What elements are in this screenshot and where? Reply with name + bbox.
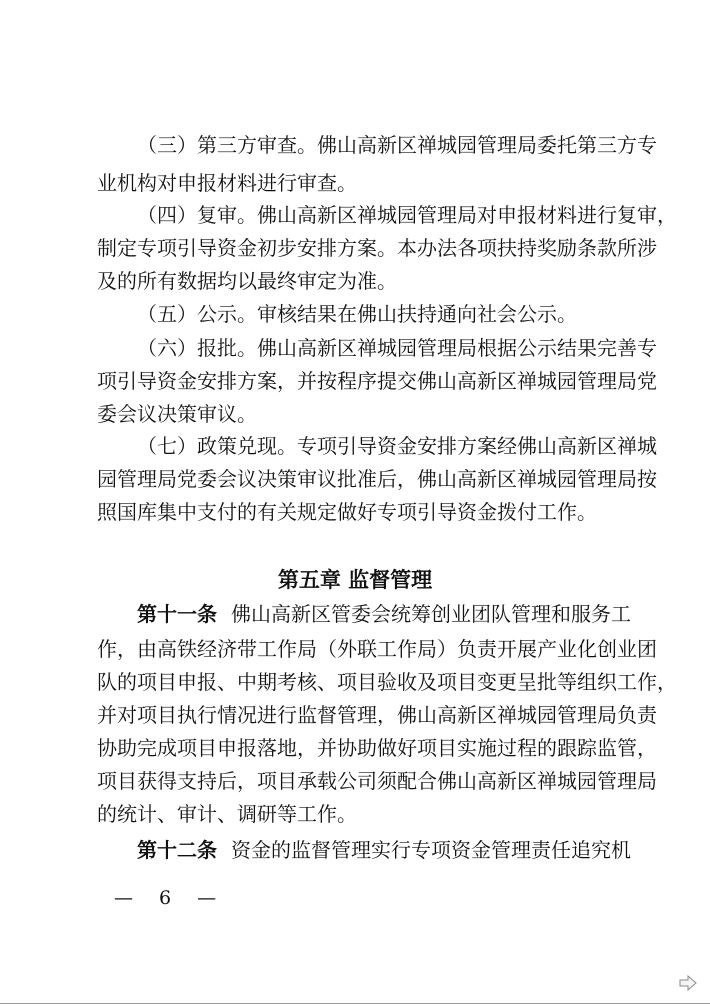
paragraph-7-line-3: 照国库集中支付的有关规定做好专项引导资金拨付工作。 <box>97 500 597 524</box>
paragraph-6-line-3: 委会议决策审议。 <box>97 402 257 426</box>
paragraph-3-line-2: 业机构对申报材料进行审查。 <box>97 171 357 195</box>
page-number: — 6 — <box>114 887 227 909</box>
article-11-line-6: 项目获得支持后，项目承载公司须配合佛山高新区禅城园管理局 <box>97 769 657 793</box>
article-12-label: 第十二条 <box>137 838 217 862</box>
article-11-line-7: 的统计、审计、调研等工作。 <box>97 802 357 826</box>
chapter-title: 第五章 监督管理 <box>277 568 433 592</box>
paragraph-3-line-1: （三）第三方审查。佛山高新区禅城园管理局委托第三方专 <box>137 133 657 157</box>
paragraph-4-line-2: 制定专项引导资金初步安排方案。本办法各项扶持奖励条款所涉 <box>97 236 657 260</box>
article-11-line-2: 作，由高铁经济带工作局（外联工作局）负责开展产业化创业团 <box>97 637 657 661</box>
paragraph-6-line-1: （六）报批。佛山高新区禅城园管理局根据公示结果完善专 <box>137 336 657 360</box>
paragraph-7-line-2: 园管理局党委会议决策审议批准后，佛山高新区禅城园管理局按 <box>97 467 657 491</box>
next-page-arrow-icon[interactable] <box>679 975 697 991</box>
article-11-first-line <box>137 602 631 626</box>
paragraph-7-line-1: （七）政策兑现。专项引导资金安排方案经佛山高新区禅城 <box>137 434 657 458</box>
article-11-label: 第十一条 <box>137 602 217 626</box>
paragraph-4-line-1: （四）复审。佛山高新区禅城园管理局对申报材料进行复审， <box>137 203 677 227</box>
paragraph-5-line-1: （五）公示。审核结果在佛山扶持通向社会公示。 <box>137 302 577 326</box>
paragraph-6-line-2: 项引导资金安排方案，并按程序提交佛山高新区禅城园管理局党 <box>97 369 657 393</box>
article-11-line-3: 队的项目申报、中期考核、项目验收及项目变更呈批等组织工作， <box>97 670 677 694</box>
article-12-text: 资金的监督管理实行专项资金管理责任追究机 <box>231 838 631 862</box>
bottom-divider <box>0 1003 710 1004</box>
paragraph-4-line-3: 及的所有数据均以最终审定为准。 <box>97 269 397 293</box>
article-11-text: 佛山高新区管委会统筹创业团队管理和服务工 <box>231 602 631 626</box>
article-11-line-4: 并对项目执行情况进行监督管理，佛山高新区禅城园管理局负责 <box>97 703 657 727</box>
article-11-line-5: 协助完成项目申报落地，并协助做好项目实施过程的跟踪监管， <box>97 736 657 760</box>
article-12-first-line <box>137 838 631 862</box>
